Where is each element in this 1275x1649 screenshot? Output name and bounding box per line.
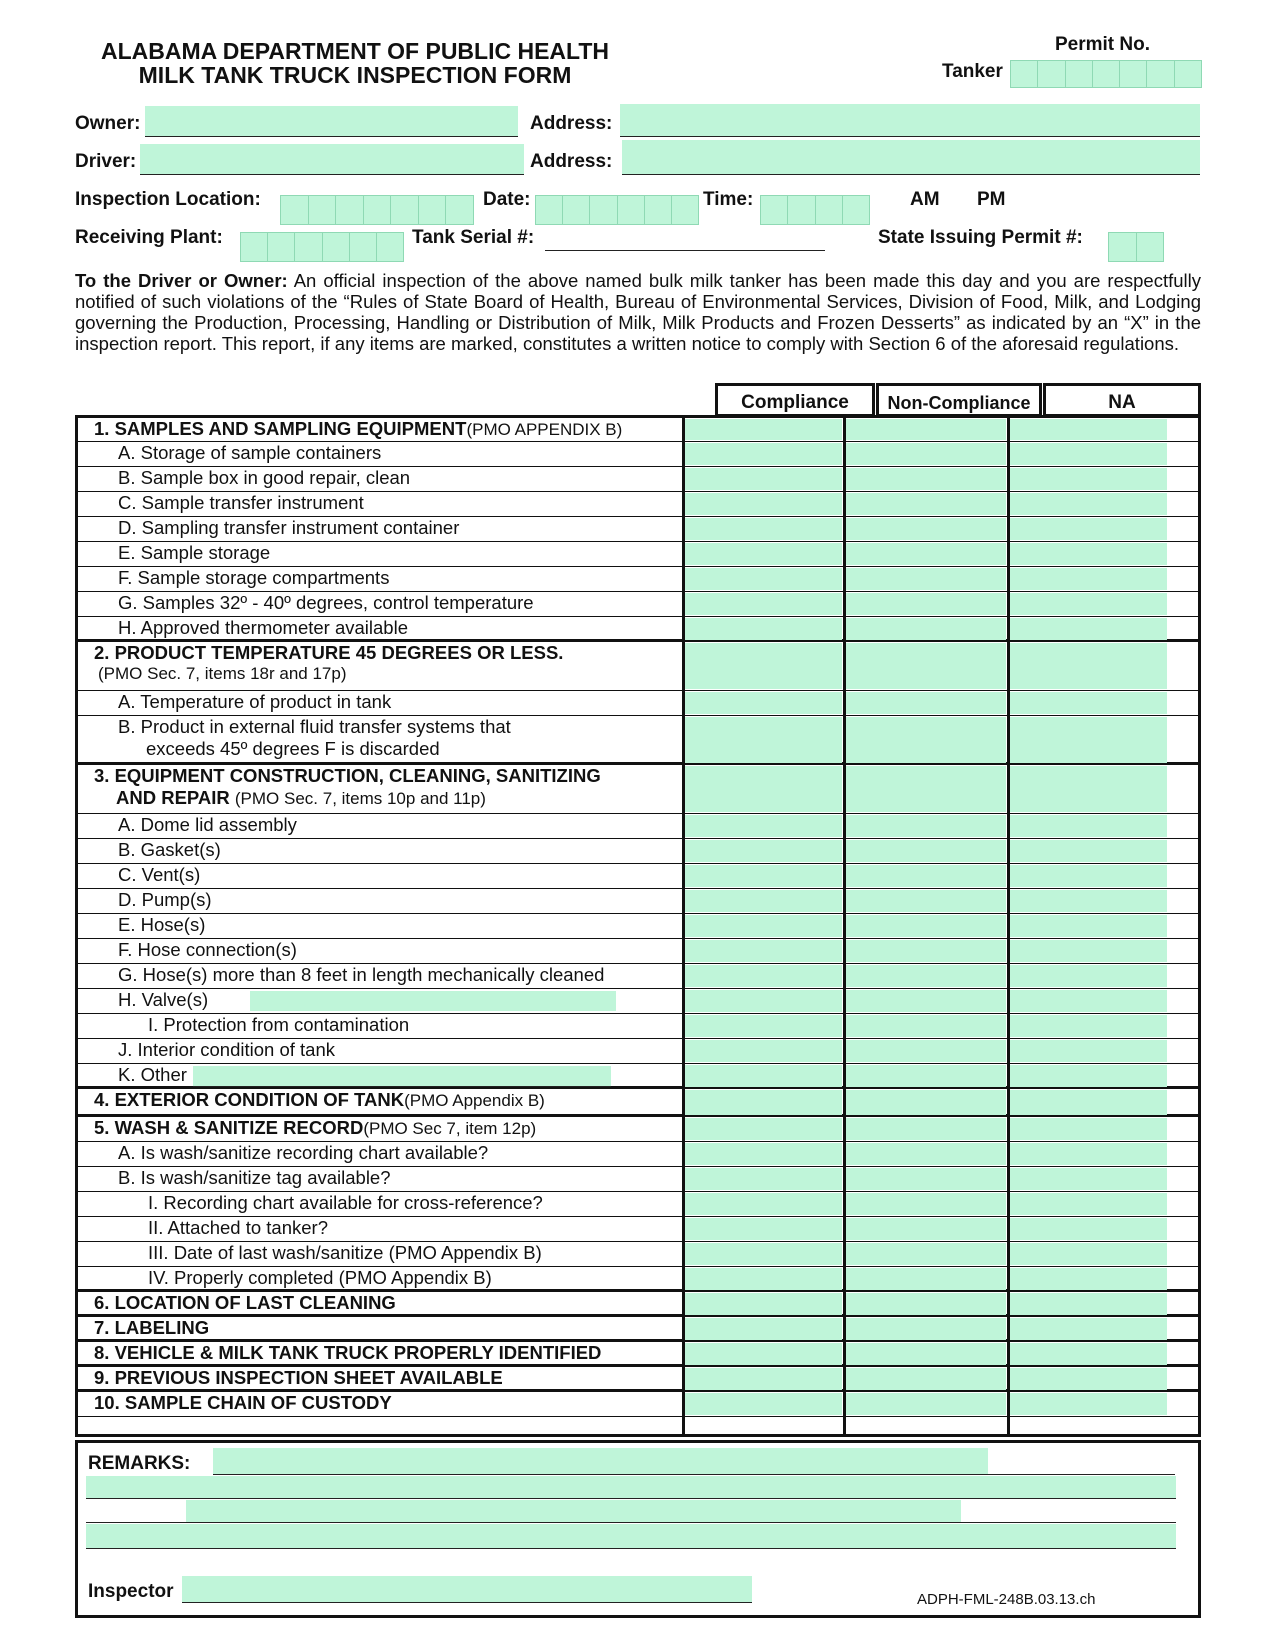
item-label: G. Samples 32º - 40º degrees, control temperature [118, 592, 534, 613]
non-compliance-cell[interactable] [846, 717, 1006, 763]
section-title: 1. SAMPLES AND SAMPLING EQUIPMENT [94, 418, 467, 439]
receiving-plant-label: Receiving Plant: [75, 227, 223, 248]
item-label: A. Dome lid assembly [118, 814, 297, 835]
table-row [78, 691, 1198, 716]
table-row [78, 889, 1198, 914]
na-cell[interactable] [1010, 1065, 1167, 1087]
non-compliance-cell[interactable] [846, 865, 1006, 887]
remarks-line-3-start [86, 1500, 186, 1523]
non-compliance-cell[interactable] [846, 1368, 1006, 1390]
table-row [78, 1392, 1198, 1417]
section-heading [94, 1342, 601, 1364]
na-cell[interactable] [1010, 815, 1167, 837]
form-title-line1: ALABAMA DEPARTMENT OF PUBLIC HEALTH [100, 38, 610, 64]
non-compliance-cell[interactable] [846, 1268, 1006, 1290]
item-label: H. Approved thermometer available [118, 617, 408, 638]
compliance-cell[interactable] [685, 1015, 842, 1037]
inspector-signature-field[interactable] [182, 1576, 752, 1603]
remarks-line-3[interactable] [186, 1500, 961, 1523]
item-label: B. Product in external fluid transfer systems that exceeds 45º degrees F is discarded [118, 716, 511, 759]
owner-address-field[interactable] [620, 104, 1200, 137]
compliance-cell[interactable] [685, 443, 842, 465]
tanker-number-field[interactable] [1010, 60, 1202, 88]
table-row [78, 617, 1198, 642]
section-heading [94, 1367, 503, 1389]
table-row [78, 592, 1198, 617]
non-compliance-cell[interactable] [846, 990, 1006, 1012]
item-label: A. Temperature of product in tank [118, 691, 392, 712]
non-compliance-cell[interactable] [846, 1040, 1006, 1062]
date-label: Date: [483, 189, 531, 210]
compliance-cell[interactable] [685, 468, 842, 490]
table-row [78, 914, 1198, 939]
other-note-field[interactable] [193, 1066, 611, 1087]
notice-paragraph [75, 270, 1201, 354]
notice-lead: To the Driver or Owner: [75, 270, 288, 291]
na-cell[interactable] [1010, 940, 1167, 962]
compliance-cell[interactable] [685, 1293, 842, 1315]
na-cell[interactable] [1010, 890, 1167, 912]
non-compliance-cell[interactable] [846, 815, 1006, 837]
non-compliance-cell[interactable] [846, 965, 1006, 987]
na-cell[interactable] [1010, 618, 1167, 640]
table-row [78, 567, 1198, 592]
na-cell[interactable] [1010, 965, 1167, 987]
section-title: 10. SAMPLE CHAIN OF CUSTODY [94, 1392, 392, 1413]
table-row [78, 1064, 1198, 1089]
compliance-cell[interactable] [685, 643, 842, 689]
section-heading [94, 1392, 392, 1414]
valves-note-field[interactable] [250, 991, 616, 1011]
item-label-continued: exceeds 45º degrees F is discarded [146, 738, 440, 759]
section-title: 6. LOCATION OF LAST CLEANING [94, 1292, 396, 1313]
remarks-line-4[interactable] [86, 1524, 1176, 1549]
section-heading [94, 765, 601, 809]
item-label: E. Hose(s) [118, 914, 206, 935]
compliance-cell[interactable] [685, 593, 842, 615]
non-compliance-cell[interactable] [846, 1193, 1006, 1215]
non-compliance-cell[interactable] [846, 692, 1006, 714]
non-compliance-cell[interactable] [846, 1143, 1006, 1165]
table-row [78, 1039, 1198, 1064]
inspection-location-field[interactable] [280, 195, 474, 225]
compliance-cell[interactable] [685, 1218, 842, 1240]
table-row [78, 1014, 1198, 1039]
table-row [78, 1342, 1198, 1367]
table-row [78, 642, 1198, 691]
na-cell[interactable] [1010, 643, 1167, 689]
item-label: B. Gasket(s) [118, 839, 221, 860]
compliance-cell[interactable] [685, 1193, 842, 1215]
item-label: J. Interior condition of tank [118, 1039, 335, 1060]
column-divider [843, 418, 846, 1434]
compliance-cell[interactable] [685, 618, 842, 640]
section-title: 9. PREVIOUS INSPECTION SHEET AVAILABLE [94, 1367, 503, 1388]
na-cell[interactable] [1010, 1015, 1167, 1037]
non-compliance-cell[interactable] [846, 493, 1006, 515]
table-row [78, 1217, 1198, 1242]
section-subline: (PMO Sec. 7, items 18r and 17p) [98, 664, 347, 683]
form-title-line2: MILK TANK TRUCK INSPECTION FORM [138, 62, 572, 88]
non-compliance-cell[interactable] [846, 1393, 1006, 1415]
column-header-compliance: Compliance [715, 383, 875, 417]
item-label: B. Is wash/sanitize tag available? [118, 1167, 391, 1188]
non-compliance-cell[interactable] [846, 518, 1006, 540]
compliance-cell[interactable] [685, 568, 842, 590]
remarks-line-1-end [988, 1448, 1175, 1475]
table-row [78, 1167, 1198, 1192]
non-compliance-cell[interactable] [846, 840, 1006, 862]
item-label: II. Attached to tanker? [148, 1217, 328, 1238]
table-row [78, 517, 1198, 542]
non-compliance-cell[interactable] [846, 419, 1006, 440]
na-cell[interactable] [1010, 1393, 1167, 1415]
table-row [78, 814, 1198, 839]
compliance-cell[interactable] [685, 518, 842, 540]
section-heading [94, 1317, 209, 1339]
na-cell[interactable] [1010, 1168, 1167, 1190]
section-title: 5. WASH & SANITIZE RECORD [94, 1117, 364, 1138]
compliance-cell[interactable] [685, 717, 842, 763]
non-compliance-cell[interactable] [846, 618, 1006, 640]
compliance-cell[interactable] [685, 1143, 842, 1165]
na-cell[interactable] [1010, 1243, 1167, 1265]
table-row [78, 1267, 1198, 1292]
table-row [78, 1192, 1198, 1217]
compliance-cell[interactable] [685, 1243, 842, 1265]
section-title: 3. EQUIPMENT CONSTRUCTION, CLEANING, SANITIZING [94, 765, 601, 786]
compliance-cell[interactable] [685, 1393, 842, 1415]
inspector-label: Inspector [88, 1581, 174, 1602]
driver-field[interactable] [140, 144, 524, 175]
non-compliance-cell[interactable] [846, 1293, 1006, 1315]
column-header-non-compliance: Non-Compliance [876, 383, 1042, 417]
table-row [78, 1142, 1198, 1167]
table-row [78, 418, 1198, 442]
na-cell[interactable] [1010, 1090, 1167, 1115]
item-label: I. Recording chart available for cross-reference? [148, 1192, 543, 1213]
section-note: (PMO Sec 7, item 12p) [363, 1119, 537, 1138]
tanker-label: Tanker [942, 61, 1003, 82]
am-option[interactable]: AM [910, 189, 940, 210]
item-label: G. Hose(s) more than 8 feet in length mechanically cleaned [118, 964, 605, 985]
na-cell[interactable] [1010, 1040, 1167, 1062]
table-row [78, 467, 1198, 492]
table-row [78, 1292, 1198, 1317]
item-label: C. Sample transfer instrument [118, 492, 364, 513]
non-compliance-cell[interactable] [846, 443, 1006, 465]
compliance-cell[interactable] [685, 865, 842, 887]
na-cell[interactable] [1010, 990, 1167, 1012]
compliance-cell[interactable] [685, 1118, 842, 1140]
column-divider [682, 418, 685, 1434]
item-label: D. Pump(s) [118, 889, 212, 910]
section-heading [94, 1089, 545, 1111]
tank-serial-field[interactable] [545, 230, 825, 251]
table-row [78, 839, 1198, 864]
non-compliance-cell[interactable] [846, 940, 1006, 962]
item-label: H. Valve(s) [118, 989, 209, 1010]
item-label: IV. Properly completed (PMO Appendix B) [148, 1267, 492, 1288]
non-compliance-cell[interactable] [846, 1343, 1006, 1365]
item-label: K. Other [118, 1064, 187, 1085]
compliance-cell[interactable] [685, 1040, 842, 1062]
non-compliance-cell[interactable] [846, 1318, 1006, 1340]
na-cell[interactable] [1010, 493, 1167, 515]
table-row [78, 989, 1198, 1014]
compliance-cell[interactable] [685, 419, 842, 440]
non-compliance-cell[interactable] [846, 1168, 1006, 1190]
compliance-cell[interactable] [685, 890, 842, 912]
table-row [78, 492, 1198, 517]
na-cell[interactable] [1010, 1218, 1167, 1240]
compliance-cell[interactable] [685, 915, 842, 937]
compliance-cell[interactable] [685, 840, 842, 862]
na-cell[interactable] [1010, 443, 1167, 465]
na-cell[interactable] [1010, 1193, 1167, 1215]
table-row [78, 939, 1198, 964]
non-compliance-cell[interactable] [846, 1065, 1006, 1087]
owner-address-label: Address: [530, 113, 613, 134]
na-cell[interactable] [1010, 518, 1167, 540]
compliance-cell[interactable] [685, 815, 842, 837]
section-heading [94, 1292, 396, 1314]
table-row [78, 1117, 1198, 1142]
non-compliance-cell[interactable] [846, 468, 1006, 490]
section-subline: AND REPAIR (PMO Sec. 7, items 10p and 11p) [116, 787, 486, 808]
table-row [78, 1089, 1198, 1117]
na-cell[interactable] [1010, 419, 1167, 440]
form-code: ADPH-FML-248B.03.13.ch [917, 1591, 1096, 1608]
state-permit-label: State Issuing Permit #: [878, 227, 1083, 248]
na-cell[interactable] [1010, 717, 1167, 763]
table-row [78, 765, 1198, 814]
time-field[interactable] [760, 195, 870, 225]
na-cell[interactable] [1010, 593, 1167, 615]
state-permit-field[interactable] [1108, 232, 1164, 262]
na-cell[interactable] [1010, 1368, 1167, 1390]
table-row [78, 716, 1198, 765]
remarks-line-2[interactable] [86, 1476, 1176, 1499]
section-title: 7. LABELING [94, 1317, 210, 1338]
na-cell[interactable] [1010, 865, 1167, 887]
item-label: F. Sample storage compartments [118, 567, 390, 588]
item-label: I. Protection from contamination [148, 1014, 410, 1035]
table-row [78, 542, 1198, 567]
item-label: A. Is wash/sanitize recording chart available? [118, 1142, 489, 1163]
table-row [78, 1367, 1198, 1392]
inspection-location-label: Inspection Location: [75, 189, 261, 210]
non-compliance-cell[interactable] [846, 643, 1006, 689]
compliance-cell[interactable] [685, 990, 842, 1012]
item-label: III. Date of last wash/sanitize (PMO Appendix B) [148, 1242, 542, 1263]
remarks-line-1[interactable] [213, 1448, 988, 1475]
section-heading [94, 1117, 536, 1139]
non-compliance-cell[interactable] [846, 766, 1006, 812]
table-row [78, 1317, 1198, 1342]
column-header-na: NA [1043, 383, 1201, 417]
table-row [78, 864, 1198, 889]
owner-label: Owner: [75, 113, 141, 134]
non-compliance-cell[interactable] [846, 543, 1006, 565]
non-compliance-cell[interactable] [846, 1015, 1006, 1037]
compliance-cell[interactable] [685, 940, 842, 962]
pm-option[interactable]: PM [977, 189, 1006, 210]
section-note: (PMO APPENDIX B) [466, 420, 623, 439]
na-cell[interactable] [1010, 543, 1167, 565]
na-cell[interactable] [1010, 1143, 1167, 1165]
table-row [78, 442, 1198, 467]
remarks-line-3-end [961, 1500, 1176, 1523]
tank-serial-label: Tank Serial #: [412, 227, 535, 248]
item-label: A. Storage of sample containers [118, 442, 382, 463]
non-compliance-cell[interactable] [846, 1218, 1006, 1240]
permit-label: Permit No. [1055, 34, 1151, 55]
non-compliance-cell[interactable] [846, 1243, 1006, 1265]
compliance-cell[interactable] [685, 1343, 842, 1365]
item-label: E. Sample storage [118, 542, 271, 563]
section-heading [94, 418, 622, 440]
compliance-cell[interactable] [685, 766, 842, 812]
compliance-cell[interactable] [685, 543, 842, 565]
remarks-label: REMARKS: [88, 1453, 191, 1474]
date-field[interactable] [535, 195, 699, 225]
item-label: C. Vent(s) [118, 864, 201, 885]
section-title: 4. EXTERIOR CONDITION OF TANK [94, 1089, 405, 1110]
na-cell[interactable] [1010, 1118, 1167, 1140]
na-cell[interactable] [1010, 1268, 1167, 1290]
item-label: F. Hose connection(s) [118, 939, 297, 960]
owner-field[interactable] [145, 106, 518, 137]
na-cell[interactable] [1010, 1318, 1167, 1340]
compliance-cell[interactable] [685, 1168, 842, 1190]
compliance-cell[interactable] [685, 1090, 842, 1115]
driver-address-field[interactable] [622, 140, 1200, 175]
table-row [78, 1242, 1198, 1267]
compliance-cell[interactable] [685, 493, 842, 515]
compliance-cell[interactable] [685, 1318, 842, 1340]
receiving-plant-field[interactable] [240, 232, 404, 262]
section-title: 2. PRODUCT TEMPERATURE 45 DEGREES OR LESS. [94, 642, 564, 663]
inspection-table [75, 415, 1201, 1437]
non-compliance-cell[interactable] [846, 890, 1006, 912]
na-cell[interactable] [1010, 1293, 1167, 1315]
na-cell[interactable] [1010, 1343, 1167, 1365]
item-label: B. Sample box in good repair, clean [118, 467, 411, 488]
column-divider [1007, 418, 1010, 1434]
non-compliance-cell[interactable] [846, 1118, 1006, 1140]
section-title: 8. VEHICLE & MILK TANK TRUCK PROPERLY IDENTIFIED [94, 1342, 602, 1363]
na-cell[interactable] [1010, 915, 1167, 937]
non-compliance-cell[interactable] [846, 593, 1006, 615]
non-compliance-cell[interactable] [846, 568, 1006, 590]
driver-address-label: Address: [530, 151, 613, 172]
section-note: (PMO Appendix B) [404, 1091, 545, 1110]
na-cell[interactable] [1010, 468, 1167, 490]
na-cell[interactable] [1010, 766, 1167, 812]
compliance-cell[interactable] [685, 1368, 842, 1390]
compliance-cell[interactable] [685, 965, 842, 987]
na-cell[interactable] [1010, 840, 1167, 862]
item-label: D. Sampling transfer instrument container [118, 517, 460, 538]
section-heading [94, 642, 563, 684]
driver-label: Driver: [75, 151, 137, 172]
compliance-cell[interactable] [685, 1065, 842, 1087]
compliance-cell[interactable] [685, 692, 842, 714]
notice-body: An official inspection of the above named bulk milk tanker has been made this day and you are respectfully notified of such violations of the “Rules of State Board of Health, Bureau of Environmental Services, Division of Food, Milk, and Lodging governing the Production, Processing, Handling or Distribution of Milk, Milk Products and Frozen Desserts” as indicated by an “X” in the inspection report. This report, if any items are marked, constitutes a written notice to comply with Section 6 of the aforesaid regulations. [75, 270, 1201, 354]
time-label: Time: [703, 189, 754, 210]
non-compliance-cell[interactable] [846, 915, 1006, 937]
na-cell[interactable] [1010, 568, 1167, 590]
na-cell[interactable] [1010, 692, 1167, 714]
table-row [78, 964, 1198, 989]
compliance-cell[interactable] [685, 1268, 842, 1290]
non-compliance-cell[interactable] [846, 1090, 1006, 1115]
